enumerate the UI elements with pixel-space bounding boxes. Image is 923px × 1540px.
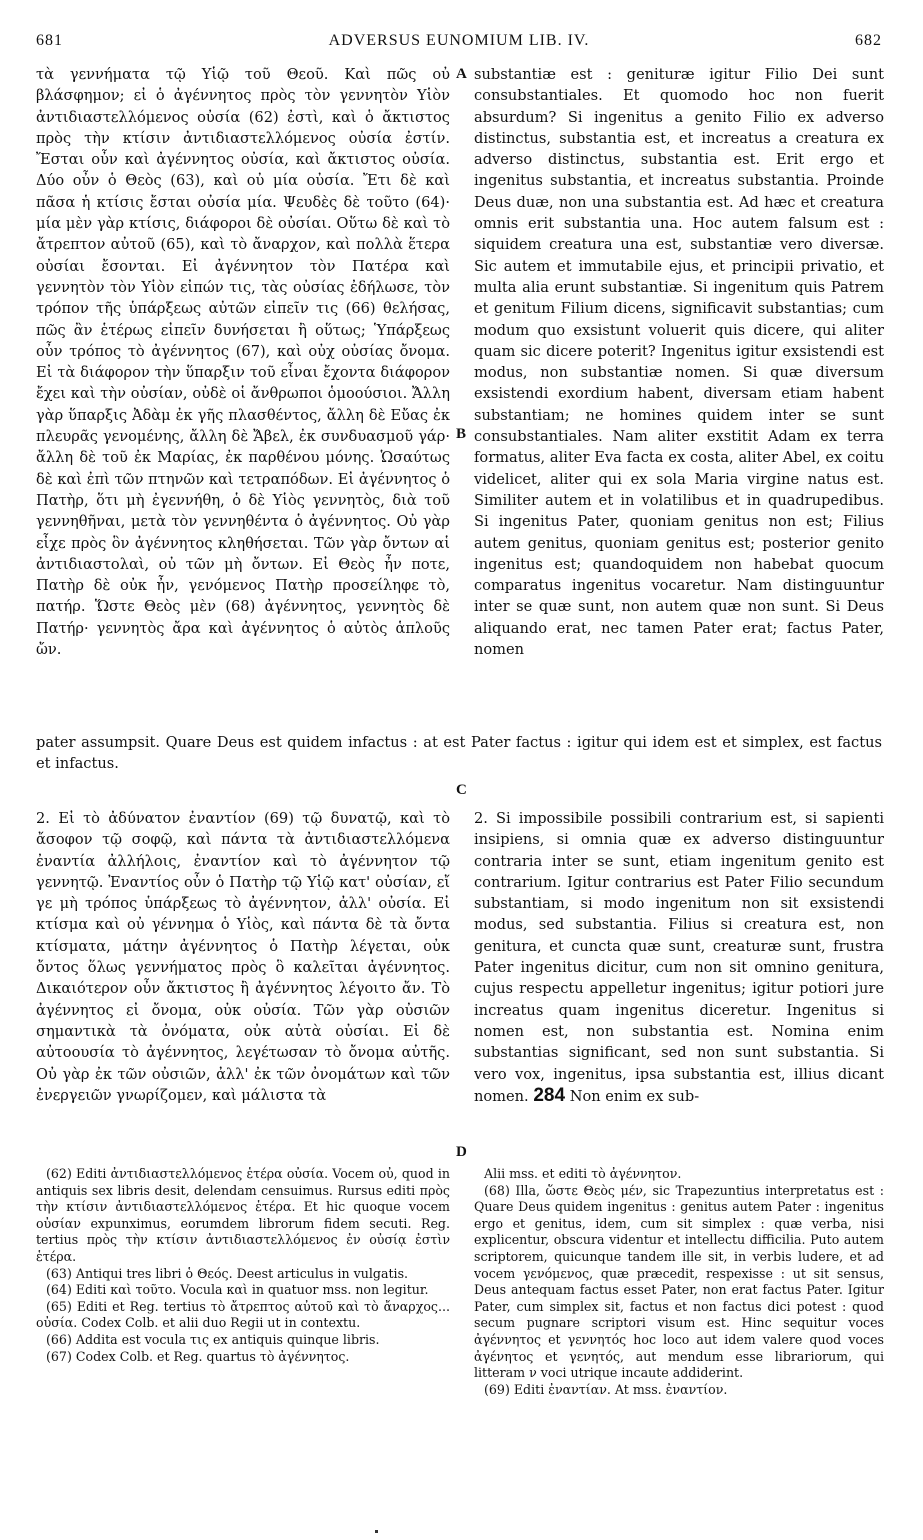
- margin-marker-b: B: [456, 426, 467, 442]
- margin-marker-c: C: [456, 782, 467, 798]
- footnote: (69) Editi ἐναντίαν. At mss. ἐναντίον.: [484, 1381, 728, 1397]
- margin-marker-d: D: [456, 1144, 467, 1160]
- latin-text-1: substantiæ est : genituræ igitur Filio Dei sunt consubstantiales. Et quomodo hoc non fuerit absurdum? Si ingenitus a genito Filio ex adverso distinctus, substantia est, et increatus a creatura ex adverso distinctus, substantia est. Erit ergo et ingenitus substantia, et increatus substantia. Proinde Deus duæ, non una substantia est. Ad hæc et creatura omnis erit substantia una. Hoc autem falsum est : siquidem creatura una est, substantiæ vero diversæ. Sic autem et immutabile ejus, et principii privatio, et multa alia erunt substantiæ. Si ingenitum quis Patrem et genitum Filium dicens, significavit substantias; cum modum quo exsistunt voluerit quis dicere, qui aliter quam sic dicere poterit? Ingenitus igitur exsistendi est modus, non substantiæ nomen. Si quæ diversum exsistendi exordium habent, diversam etiam habent substantiam; ne homines quidem inter se sunt consubstantiales. Nam aliter exstitit Adam ex terra formatus, aliter Eva facta ex costa, aliter Abel, ex coitu videlicet, aliter qui ex sola Maria virgine natus est. Similiter autem et in volatilibus et in quadrupedibus. Si ingenitus Pater, quoniam genitus non est; Filius autem genitus, quoniam genitus est; posterior genito ingenitus est; quandoquidem non habebat quocum comparatus ingenitus vocaretur. Nam distinguuntur inter se quæ sunt, non autem quæ non sunt. Si Deus aliquando erat, nec tamen Pater erat; factus Pater, nomen: [474, 66, 884, 659]
- running-title: ADVERSUS EUNOMIUM LIB. IV.: [328, 32, 590, 49]
- footnote: (65) Editi et Reg. tertius τὸ ἄτρεπτος αὐτοῦ καὶ τὸ ἄναρχος... οὐσία. Codex Colb. et alii duo Regii ut in contextu.: [36, 1298, 450, 1331]
- margin-marker-a: A: [456, 66, 467, 82]
- footnotes-left: [36, 1166, 450, 1506]
- footnote: (67) Codex Colb. et Reg. quartus τὸ ἀγέννητος.: [46, 1348, 350, 1364]
- footnotes-right: [474, 1166, 884, 1506]
- latin-text-2b: Non enim ex sub-: [569, 1087, 700, 1105]
- footnote: (68) Illa, ὥστε Θεὸς μέν, sic Trapezuntius interpretatus est : Quare Deus quidem ingenitus : genitus autem Pater : ingenitus ergo et genitus, idem, cum sit simplex : quæ verba, nisi explicentur, obscura videntur et intellectu difficilia. Puto autem scriptorem, quicunque tandem ille sit, in verbis ludere, et ad vocem γενόμενος, quæ præcedit, respexisse : ut sit sensus, Deus antequam factus esset Pater, non erat factus Pater. Igitur Pater, cum simplex sit, factus et non factus dici potest : quod secum pugnare scriptori visum est. Hinc sequitur voces ἀγέννητος et γεννητός hoc loco aut idem valere quod voces ἀγένητος et γενητός, aut mendum esse librariorum, qui litteram ν voci utrique incaute addiderint.: [474, 1182, 884, 1381]
- footnote: (63) Antiqui tres libri ὁ Θεός. Deest articulus in vulgatis.: [46, 1265, 409, 1281]
- greek-column-1: [36, 64, 450, 714]
- latin-text-2a: 2. Si impossibile possibili contrarium est, si sapienti insipiens, si omnia quæ ex adverso distinguuntur contraria inter se sunt, etiam ingenitum genito est contrarium. Igitur contrarius est Pater Filio secundum substantiam, si modo ingenitum non sit exsistendi modus, sed substantia. Filius si creatura est, non genitura, et cuncta quæ sunt, creaturæ sunt, frustra Pater ingenitus dicitur, cum non sit omnino genitura, cujus respectu appelletur ingenitus; igitur potiori jure increatus quam ingenitus diceretur. Ingenitus si nomen est, non substantia est. Nomina enim substantias significant, sed non sunt substantia. Si vero vox, ingenitus, ipsa substantia est, illius dicant nomen.: [474, 810, 884, 1105]
- footnote: (62) Editi ἀντιδιαστελλόμενος ἑτέρα οὐσία. Vocem οὐ, quod in antiquis sex libris desit, delendam censuimus. Rursus editi πρὸς τὴν κτίσιν ἀντιδιαστελλόμενος ἑτέρα. Et hic quoque vocem οὐσίαν expunximus, eorumdem librorum fidem secuti. Reg. tertius πρὸς τὴν κτίσιν ἀντιδιαστελλόμενος ἐν οὐσίᾳ ἐστὶν ἑτέρα.: [36, 1166, 450, 1264]
- page-number-right: 682: [855, 32, 882, 49]
- latin-text-2: [474, 808, 884, 1107]
- greek-text-1: τὰ γεννήματα τῷ Υἱῷ τοῦ Θεοῦ. Καὶ πῶς οὐ βλάσφημον; εἰ ὁ ἀγέννητος πρὸς τὸν γεννητὸν Υἱὸν ἀντιδιαστελλόμενος οὐσία (62) ἐστὶ, καὶ ὁ ἄκτιστος πρὸς τὴν κτίσιν ἀντιδιαστελλόμενος οὐσία ἐστίν. Ἔσται οὖν καὶ ἀγέννητος οὐσία, καὶ ἄκτιστος οὐσία. Δύο οὖν ὁ Θεὸς (63), καὶ οὐ μία οὐσία. Ἔτι δὲ καὶ πᾶσα ἡ κτίσις ἔσται οὐσία μία. Ψευδὲς δὲ τοῦτο (64)· μία μὲν γὰρ κτίσις, διάφοροι δὲ οὐσίαι. Οὕτω δὲ καὶ τὸ ἄτρεπτον αὐτοῦ (65), καὶ τὸ ἄναρχον, καὶ πολλὰ ἕτερα οὐσίαι ἔσονται. Εἰ ἀγέννητον τὸν Πατέρα καὶ γεννητὸν τὸν Υἱὸν εἰπών τις, τὰς οὐσίας ἐδήλωσε, τὸν τρόπον τῆς ὑπάρξεως αὐτῶν εἰπεῖν τις (66) θελήσας, πῶς ἂν ἑτέρως εἰπεῖν δυνήσεται ἢ οὕτως; Ὑπάρξεως οὖν τρόπος τὸ ἀγέννητος (67), καὶ οὐχ οὐσίας ὄνομα. Εἰ τὰ διάφορον τὴν ὕπαρξιν τοῦ εἶναι ἔχοντα διάφορον ἔχει καὶ τὴν οὐσίαν, οὐδὲ οἱ ἄνθρωποι ὁμοούσιοι. Ἄλλη γὰρ ὕπαρξις Ἀδὰμ ἐκ γῆς πλασθέντος, ἄλλη δὲ Εὔας ἐκ πλευρᾶς γενομένης, ἄλλη δὲ Ἄβελ, ἐκ συνδυασμοῦ γάρ· ἄλλη δὲ τοῦ ἐκ Μαρίας, ἐκ παρθένου μόνης. Ὡσαύτως δὲ καὶ ἐπὶ τῶν πτηνῶν καὶ τετραπόδων. Εἰ ἀγέννητος ὁ Πατὴρ, ὅτι μὴ ἐγεννήθη, ὁ δὲ Υἱὸς γεννητὸς, διὰ τοῦ γεννηθῆναι, μετὰ τὸν γεννηθέντα ὁ ἀγέννητος. Οὐ γὰρ εἶχε πρὸς ὃν ἀγέννητος κληθήσεται. Τῶν γὰρ ὄντων αἱ ἀντιδιαστολαὶ, οὐ τῶν μὴ ὄντων. Εἰ Θεὸς ἦν ποτε, Πατὴρ δὲ οὐκ ἦν, γενόμενος Πατὴρ προσείληφε τὸ, πατήρ. Ὥστε Θεὸς μὲν (68) ἀγέννητος, γεννητὸς δὲ Πατήρ· γεννητὸς ἄρα καὶ ἀγέννητος ὁ αὐτὸς ἁπλοῦς ὤν.: [36, 66, 450, 659]
- footnote: (64) Editi καὶ τοῦτο. Vocula καὶ in quatuor mss. non legitur.: [46, 1282, 429, 1298]
- page-speck: [375, 1530, 378, 1533]
- page-number-left: 681: [36, 32, 63, 49]
- latin-span-line: [36, 732, 882, 780]
- running-header: [36, 32, 882, 56]
- footnote: Alii mss. et editi τὸ ἀγέννητον.: [484, 1166, 682, 1181]
- latin-span-text: pater assumpsit. Quare Deus est quidem infactus : at est Pater factus : igitur qui idem est et simplex, est factus et infactus.: [36, 734, 882, 773]
- greek-column-2: [36, 808, 450, 1140]
- column-number-284: 284: [533, 1084, 566, 1106]
- latin-column-2: [474, 808, 884, 1140]
- greek-text-2: 2. Εἰ τὸ ἀδύνατον ἐναντίον (69) τῷ δυνατῷ, καὶ τὸ ἄσοφον τῷ σοφῷ, καὶ πάντα τὰ ἀντιδιαστελλόμενα ἐναντία ἀλλήλοις, ἐναντίον καὶ τὸ ἀγέννητον τῷ γεννητῷ. Ἐναντίος οὖν ὁ Πατὴρ τῷ Υἱῷ κατ' οὐσίαν, εἴ γε μὴ τρόπος ὑπάρξεως τὸ ἀγέννητον, ἀλλ' οὐσία. Εἰ κτίσμα καὶ οὐ γέννημα ὁ Υἱὸς, καὶ πάντα δὲ τὰ ὄντα κτίσματα, μάτην ἀγέννητος ὁ Πατὴρ λέγεται, οὐκ ὄντος ὅλως γεννήματος πρὸς ὃ καλεῖται ἀγέννητος. Δικαιότερον οὖν ἄκτιστος ἢ ἀγέννητος λέγοιτο ἄν. Τὸ ἀγέννητος εἰ ὄνομα, οὐκ οὐσία. Τῶν γὰρ οὐσιῶν σημαντικὰ τὰ ὀνόματα, οὐκ αὐτὰ οὐσίαι. Εἰ δὲ αὐτοουσία τὸ ἀγέννητος, λεγέτωσαν τὸ ὄνομα αὐτῆς. Οὐ γὰρ ἐκ τῶν οὐσιῶν, ἀλλ' ἐκ τῶν ὀνομάτων καὶ τῶν ἐνεργειῶν γνωρίζομεν, καὶ μάλιστα τὰ: [36, 810, 450, 1104]
- latin-column-1: [474, 64, 884, 736]
- footnote: (66) Addita est vocula τις ex antiquis quinque libris.: [46, 1331, 380, 1347]
